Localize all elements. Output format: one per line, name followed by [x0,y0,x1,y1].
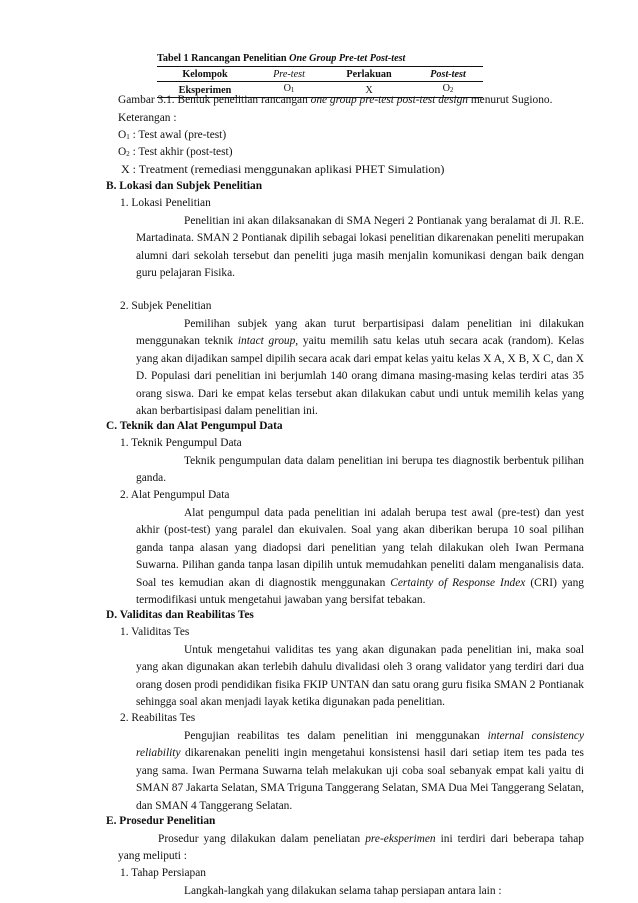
section-d-item2-title: 2. Reabilitas Tes [120,712,196,724]
section-d-heading: D. Validitas dan Reabilitas Tes [106,609,254,621]
figure-caption: Gambar 3.1. Bentuk penelitian rancangan one group pre-test post-test design menurut Sugiono. [118,94,553,106]
section-e-heading: E. Prosedur Penelitian [106,815,216,827]
header-kelompok: Kelompok [182,69,228,80]
section-c-item2-title: 2. Alat Pengumpul Data [120,489,230,501]
table-caption [157,52,483,67]
header-perlakuan: Perlakuan [346,69,392,80]
section-c-heading: C. Teknik dan Alat Pengumpul Data [106,420,283,432]
header-posttest: Post-test [430,69,466,80]
cell-eksperimen: Eksperimen [178,85,232,96]
header-pretest: Pre-test [273,69,305,80]
section-b-item1-title: 1. Lokasi Penelitian [120,197,211,209]
cell-o2: $O_2$ [442,83,454,94]
cell-o1: $O_1$ [283,83,295,94]
section-b-heading: B. Lokasi dan Subjek Penelitian [106,180,263,192]
section-d-item1-title: 1. Validitas Tes [120,626,190,638]
section-d-item1-paragraph: Untuk mengetahui validitas tes yang akan digunakan pada penelitian ini, maka soal yang akan digunakan akan terlebih dahulu divalidasi oleh 3 orang validator yang terdiri dari dua orang dosen prodi pendidikan fisika FKIP UNTAN dan satu orang guru fisika SMAN 2 Pontianak sehingga soal akan menjadi layak ketika digunakan pada penelitian. [136,644,584,709]
keterangan-title: Keterangan : [118,112,177,124]
section-e-intro: Prosedur yang dilakukan dalam peneliatan pre-eksperimen ini terdiri dari beberapa tahap yang meliputi : [118,833,584,863]
section-b-item2-paragraph: Pemilihan subjek yang akan turut berpartisipasi dalam penelitian ini dilakukan menggunakan teknik intact group, yaitu memilih satu kelas utuh secara acak (random). Kelas yang akan dijadikan sampel dipilih secara acak dari empat kelas yaitu kelas X A, X B, X C, dan X D. Populasi dari penelitian ini berjumlah 140 orang dimana masing-masing kelas terdiri atas 35 orang siswa. Dari ke empat kelas tersebut akan dilakukan cabut undi untuk memilih kelas yang akan berbartisipasi dalam penelitian ini. [136,318,585,418]
section-b-item2-title: 2. Subjek Penelitian [120,300,212,312]
section-c-item1-paragraph: Teknik pengumpulan data dalam penelitian ini berupa tes diagnostik berbentuk pilihan ganda. [136,455,584,485]
table-caption-text: Tabel 1 Rancangan Penelitian [157,53,290,64]
section-e-item1-paragraph: Langkah-langkah yang dilakukan selama tahap persiapan antara lain : [184,885,502,897]
section-c-item2-paragraph: Alat pengumpul data pada penelitian ini adalah berupa test awal (pre-test) dan yest akhir (post-test) yang paralel dan ekuivalen. Soal yang akan diberikan berupa 10 soal pilihan ganda tanpa alasan yang diadopsi dari penelitian yang telah dilakukan oleh Iwan Permana Suwarna. Pilihan ganda tanpa lasan dipilih untuk memudahkan peneliti dalam menganalisis data. Soal tes kemudian akan di diagnostik menggunakan Certainty of Response Index (CRI) yang termodifikasi untuk mengetahui jawaban yang bersifat tebakan. [136,507,584,607]
section-d-item2-paragraph: Pengujian reabilitas tes dalam penelitian ini menggunakan internal consistency reliability dikarenakan peneliti ingin mengetahui konsistensi hasil dari setiap item tes pada tes yang sama. Iwan Permana Suwarna telah melakukan uji coba soal sebanyak empat kali yaitu di SMAN 87 Jakarta Selatan, SMA Triguna Tanggerang Selatan, SMA Dua Mei Tanggerang Selatan, dan SMAN 4 Tanggerang Selatan. [136,730,584,812]
cell-x: X [365,85,373,96]
design-table [157,52,483,98]
section-b-item1-paragraph: Penelitian ini akan dilaksanakan di SMA Negeri 2 Pontianak yang beralamat di Jl. R.E. Martadinata. SMAN 2 Pontianak dipilih sebagai lokasi penelitian dikarenakan peneliti merupakan alumni dari sekolah tersebut dan peneliti juga masih menjalin komunikasi dengan baik dengan guru pelajaran Fisika. [136,215,584,280]
section-e-item1-title: 1. Tahap Persiapan [120,867,206,879]
table-header-row [157,67,483,82]
section-c-item1-title: 1. Teknik Pengumpul Data [120,437,242,449]
keterangan-o2: $O_2$ : Test akhir (post-test) [118,146,233,158]
keterangan-x: X : Treatment (remediasi menggunakan aplikasi PHET Simulation) [121,162,445,176]
keterangan-o1: $O_1$ : Test awal (pre-test) [118,129,227,141]
table-caption-italic: One Group Pre-tet Post-test [289,53,406,64]
